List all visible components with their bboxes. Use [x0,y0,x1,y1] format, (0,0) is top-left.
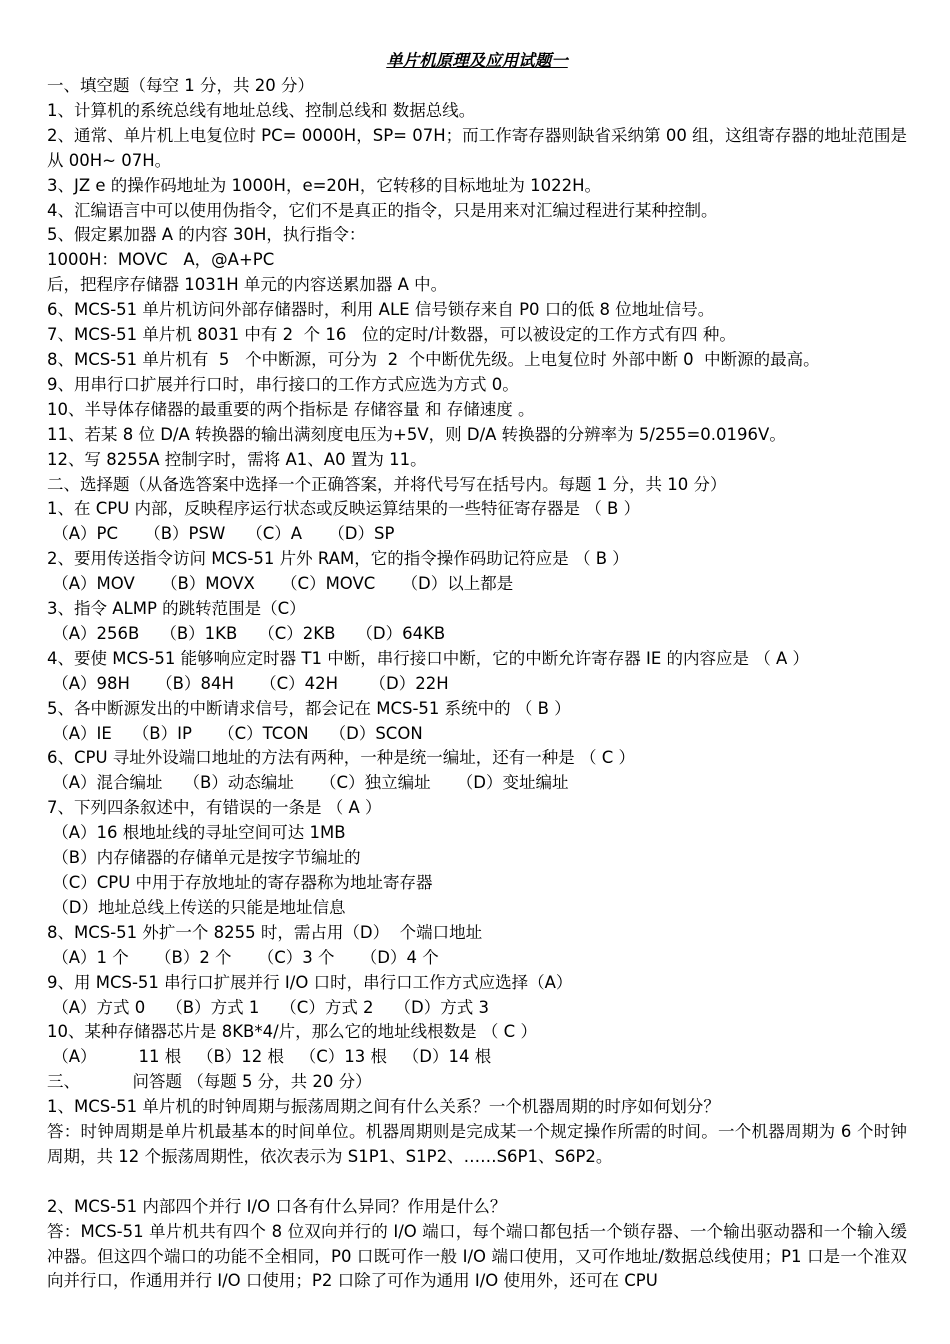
fill-question-4: 4、汇编语言中可以使用伪指令，它们不是真正的指令，只是用来对汇编过程进行某种控制。 [47,200,718,220]
choice-options-8: （A）1 个 （B）2 个 （C）3 个 （D）4 个 [47,947,439,967]
choice-options-10: （A） 11 根 （B）12 根 （C）13 根 （D）14 根 [47,1047,492,1067]
qa-answer-2: 答：MCS-51 单片机共有四个 8 位双向并行的 I/O 端口，每个端口都包括一个锁存器、一个输出驱动器和一个输入缓冲器。但这四个端口的功能不全相同，P0 口既可作一般 I/O 端口使用，又可作地址/数据总线使用；P1 口是一个准双向并行口，作通用并行 I/O 口使用；P2 口除了可作为通用 I/O 使用外，还可在 CPU [47,1221,907,1291]
document-page [47,48,907,1294]
fill-question-6: 6、MCS-51 单片机访问外部存储器时，利用 ALE 信号锁存来自 P0 口的低 8 位地址信号。 [47,300,715,320]
fill-question-9: 9、用串行口扩展并行口时，串行接口的工作方式应选为方式 0。 [47,374,519,394]
choice-options-4: （A）98H （B）84H （C）42H （D）22H [47,673,449,693]
fill-question-8: 8、MCS-51 单片机有 5 个中断源，可分为 2 个中断优先级。上电复位时 外部中断 0 中断源的最高。 [47,349,820,369]
section-3-heading: 三、 问答题 （每题 5 分，共 20 分） [47,1072,372,1092]
choice-question-9: 9、用 MCS-51 串行口扩展并行 I/O 口时，串行口工作方式应选择（A） [47,972,573,992]
choice-question-8: 8、MCS-51 外扩一个 8255 时，需占用（D） 个端口地址 [47,922,483,942]
section-2-heading: 二、选择题（从备选答案中选择一个正确答案，并将代号写在括号内。每题 1 分，共 10 分） [47,474,727,494]
section-1-heading: 一、填空题（每空 1 分，共 20 分） [47,76,314,95]
choice-question-3: 3、指令 ALMP 的跳转范围是（C） [47,599,306,619]
choice-options-1: （A）PC （B）PSW （C）A （D）SP [47,524,395,544]
choice-options-3: （A）256B （B）1KB （C）2KB （D）64KB [47,623,446,643]
document-title: 单片机原理及应用试题一 [386,51,568,70]
choice-option-7d: （D）地址总线上传送的只能是地址信息 [47,897,346,917]
choice-question-1: 1、在 CPU 内部，反映程序运行状态或反映运算结果的一些特征寄存器是 （ B ） [47,499,641,519]
fill-question-3: 3、JZ e 的操作码地址为 1000H，e=20H，它转移的目标地址为 1022H。 [47,175,601,195]
fill-question-10: 10、半导体存储器的最重要的两个指标是 存储容量 和 存储速度 。 [47,399,535,419]
choice-question-5: 5、各中断源发出的中断请求信号，都会记在 MCS-51 系统中的 （ B ） [47,698,571,718]
fill-question-11: 11、若某 8 位 D/A 转换器的输出满刻度电压为+5V，则 D/A 转换器的分辨率为 5/255=0.0196V。 [47,424,786,444]
choice-question-2: 2、要用传送指令访问 MCS-51 片外 RAM，它的指令操作码助记符应是 （ B ） [47,549,629,569]
fill-question-12: 12、写 8255A 控制字时，需将 A1、A0 置为 11。 [47,449,427,469]
blank-line [47,1170,907,1195]
qa-question-2: 2、MCS-51 内部四个并行 I/O 口各有什么异同？作用是什么？ [47,1196,507,1216]
fill-question-7: 7、MCS-51 单片机 8031 中有 2 个 16 位的定时/计数器，可以被设定的工作方式有四 种。 [47,325,736,345]
qa-answer-1: 答：时钟周期是单片机最基本的时间单位。机器周期则是完成某一个规定操作所需的时间。一个机器周期为 6 个时钟周期，共 12 个振荡周期性，依次表示为 S1P1、S1P2、……S6P1、S6P2。 [47,1122,907,1166]
choice-question-6: 6、CPU 寻址外设端口地址的方法有两种，一种是统一编址，还有一种是 （ C ） [47,748,636,768]
choice-option-7a: （A）16 根地址线的寻址空间可达 1MB [47,823,346,843]
fill-question-5-instruction: 1000H：MOVC A，@A+PC [47,250,275,270]
choice-options-6: （A）混合编址 （B）动态编址 （C）独立编址 （D）变址编址 [47,773,569,793]
fill-question-5-result: 后，把程序存储器 1031H 单元的内容送累加器 A 中。 [47,275,448,295]
choice-options-5: （A）IE （B）IP （C）TCON （D）SCON [47,723,423,743]
qa-question-1: 1、MCS-51 单片机的时钟周期与振荡周期之间有什么关系？一个机器周期的时序如何划分？ [47,1097,720,1117]
fill-question-1: 1、计算机的系统总线有地址总线、控制总线和 数据总线。 [47,100,476,120]
choice-options-2: （A）MOV （B）MOVX （C）MOVC （D）以上都是 [47,574,514,594]
choice-option-7b: （B）内存储器的存储单元是按字节编址的 [47,848,361,868]
choice-option-7c: （C）CPU 中用于存放地址的寄存器称为地址寄存器 [47,873,433,892]
choice-question-10: 10、某种存储器芯片是 8KB*4/片，那么它的地址线根数是 （ C ） [47,1022,537,1042]
choice-options-9: （A）方式 0 （B）方式 1 （C）方式 2 （D）方式 3 [47,997,489,1017]
choice-question-7: 7、下列四条叙述中，有错误的一条是 （ A ） [47,798,382,818]
fill-question-5: 5、假定累加器 A 的内容 30H，执行指令： [47,225,366,245]
choice-question-4: 4、要使 MCS-51 能够响应定时器 T1 中断，串行接口中断，它的中断允许寄存器 IE 的内容应是 （ A ） [47,648,810,668]
fill-question-2: 2、通常、单片机上电复位时 PC= 0000H，SP= 07H；而工作寄存器则缺省采纳第 00 组，这组寄存器的地址范围是从 00H~ 07H。 [47,125,907,170]
